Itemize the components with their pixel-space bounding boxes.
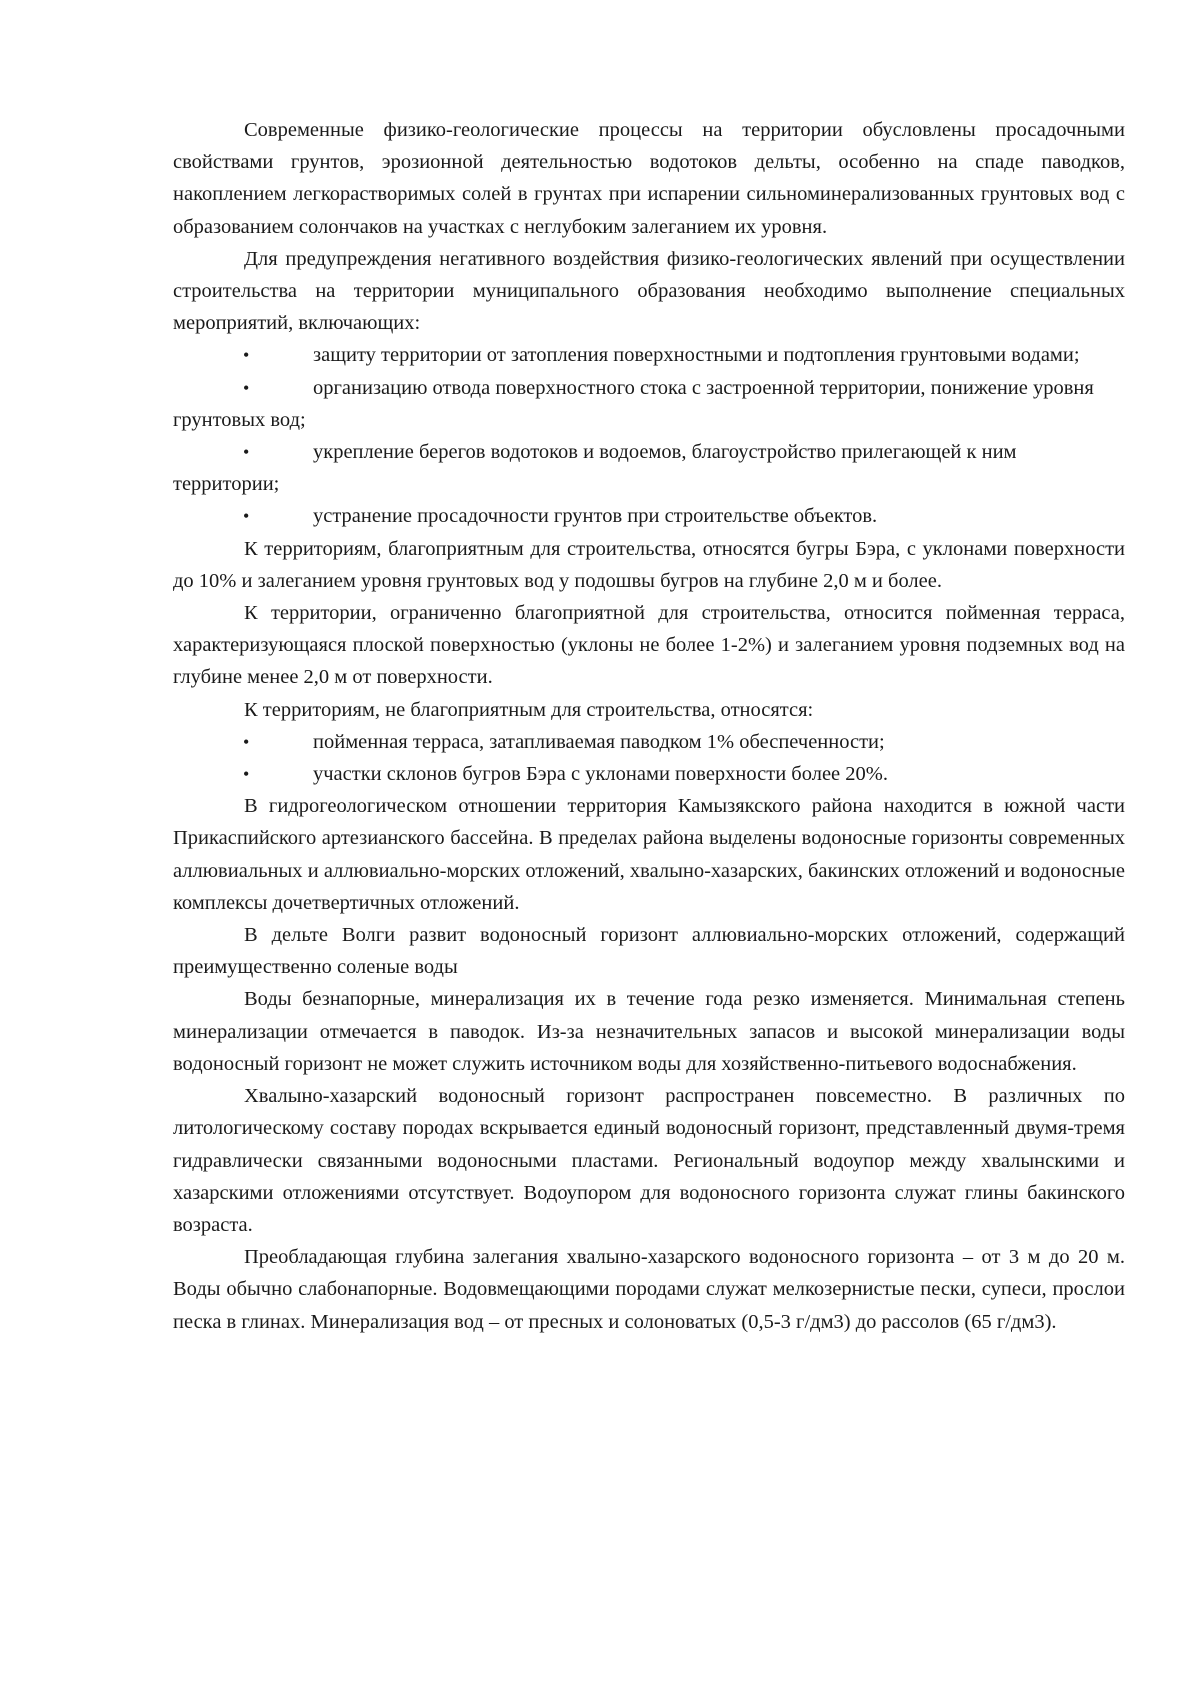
paragraph-favorable-territories: К территориям, благоприятным для строительства, относятся бугры Бэра, с уклонами поверхности до 10% и залеганием уровня грунтовых вод у подошвы бугров на глубине 2,0 м и более. — [173, 537, 1125, 592]
list-item — [173, 339, 1125, 371]
paragraph-volga-delta: В дельте Волги развит водоносный горизонт аллювиально-морских отложений, содержащий преимущественно соленые воды — [173, 924, 1125, 979]
list-item-text: пойменная терраса, затапливаемая паводком 1% обеспеченности; — [313, 730, 885, 753]
list-item — [173, 726, 1125, 758]
list-item — [173, 758, 1125, 790]
paragraph-geological-processes: Современные физико-геологические процессы на территории обусловлены просадочными свойствами грунтов, эрозионной деятельностью водотоков дельты, особенно на спаде паводков, накоплением легкорастворимых солей в грунтах при испарении сильноминерализованных грунтовых вод с образованием солончаков на участках с неглубоким залеганием их уровня. — [173, 119, 1125, 238]
document-body — [173, 114, 1125, 1338]
paragraph-unconfined-waters: Воды безнапорные, минерализация их в течение года резко изменяется. Минимальная степень минерализации отмечается в паводок. Из-за незначительных запасов и высокой минерализации воды водоносный горизонт не может служить источником воды для хозяйственно-питьевого водоснабжения. — [173, 988, 1125, 1075]
paragraph-unfavorable-territories: К территориям, не благоприятным для строительства, относятся: — [244, 698, 814, 721]
paragraph-khvalyn-khazar-horizon: Хвалыно-хазарский водоносный горизонт распространен повсеместно. В различных по литологическому составу породах вскрывается единый водоносный горизонт, представленный двумя-тремя гидравлически связанными водоносными пластами. Региональный водоупор между хвалынскими и хазарскими отложениями отсутствует. Водоупором для водоносного горизонта служат глины бакинского возраста. — [173, 1085, 1125, 1236]
paragraph-hydrogeology: В гидрогеологическом отношении территория Камызякского района находится в южной части Прикаспийского артезианского бассейна. В пределах района выделены водоносные горизонты современных аллювиальных и аллювиально-морских отложений, хвалыно-хазарских, бакинских отложений и водоносные комплексы дочетвертичных отложений. — [173, 795, 1125, 914]
paragraph-limited-favorable-territory: К территории, ограниченно благоприятной для строительства, относится пойменная терраса, характеризующаяся плоской поверхностью (уклоны не более 1-2%) и залеганием уровня подземных вод на глубине менее 2,0 м от поверхности. — [173, 602, 1125, 689]
list-item-text: участки склонов бугров Бэра с уклонами поверхности более 20%. — [313, 763, 888, 786]
list-item-text: укрепление берегов водотоков и водоемов, благоустройство прилегающей к ним территории; — [173, 441, 1017, 496]
bullet-icon: • — [243, 377, 250, 398]
bullet-icon: • — [243, 345, 250, 366]
bullet-icon: • — [243, 764, 250, 785]
list-item — [173, 500, 1125, 532]
list-item — [173, 372, 1125, 436]
bullet-icon: • — [243, 731, 250, 752]
list-item-text: защиту территории от затопления поверхностными и подтопления грунтовыми водами; — [313, 344, 1080, 367]
paragraph-horizon-depth: Преобладающая глубина залегания хвалыно-хазарского водоносного горизонта – от 3 м до 20 м. Воды обычно слабонапорные. Водовмещающими породами служат мелкозернистые пески, супеси, прослои песка в глинах. Минерализация вод – от пресных и солоноватых (0,5-3 г/дм3) до рассолов (65 г/дм3). — [173, 1246, 1125, 1333]
paragraph-prevention-measures: Для предупреждения негативного воздействия физико-геологических явлений при осуществлении строительства на территории муниципального образования необходимо выполнение специальных мероприятий, включающих: — [173, 247, 1125, 335]
bullet-icon: • — [243, 442, 250, 463]
list-item-text: организацию отвода поверхностного стока с застроенной территории, понижение уровня грунтовых вод; — [173, 376, 1094, 431]
list-item-text: устранение просадочности грунтов при строительстве объектов. — [313, 505, 878, 528]
list-item — [173, 436, 1125, 500]
bullet-icon: • — [243, 506, 250, 527]
